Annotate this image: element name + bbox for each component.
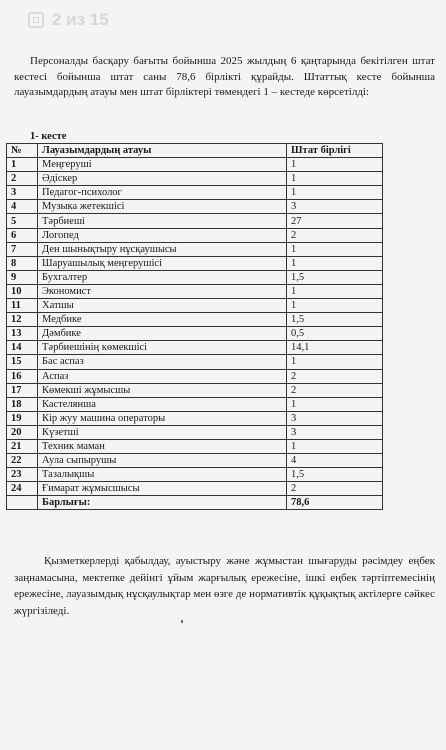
table-row bbox=[7, 383, 383, 397]
row-position: Аспаз bbox=[38, 369, 287, 383]
row-number: 20 bbox=[7, 425, 38, 439]
row-position: Хатшы bbox=[38, 299, 287, 313]
table-caption: 1- кесте bbox=[30, 131, 67, 142]
row-number: 21 bbox=[7, 439, 38, 453]
row-position: Ғимарат жұмысшысы bbox=[38, 482, 287, 496]
row-units: 0,5 bbox=[287, 327, 383, 341]
row-number: 15 bbox=[7, 355, 38, 369]
table-row bbox=[7, 411, 383, 425]
row-number: 19 bbox=[7, 411, 38, 425]
page-indicator bbox=[28, 10, 109, 30]
row-number: 9 bbox=[7, 270, 38, 284]
outro-paragraph: Қызметкерлерді қабылдау, ауыстыру және жұмыстан шығаруды рәсімдеу еңбек заңнамасына, мектепке дейінгі ұйым жарғылық ережесіне, ішкі еңбек тәртіптемесінің ережесіне, лауазымдық нұсқаулықтар мен өзге де нормативтік құқықтық актілерге сәйкес жүргізіледі. bbox=[14, 555, 435, 617]
row-units: 1 bbox=[287, 355, 383, 369]
table-row bbox=[7, 313, 383, 327]
row-number: 7 bbox=[7, 242, 38, 256]
row-units: 3 bbox=[287, 200, 383, 214]
row-units: 2 bbox=[287, 369, 383, 383]
row-units: 1,5 bbox=[287, 270, 383, 284]
table-row bbox=[7, 468, 383, 482]
row-number: 14 bbox=[7, 341, 38, 355]
table-row bbox=[7, 482, 383, 496]
row-position: Аула сыпырушы bbox=[38, 454, 287, 468]
row-position: Шаруашылық меңгерушісі bbox=[38, 256, 287, 270]
header-position: Лауазымдардың атауы bbox=[38, 144, 287, 158]
total-number bbox=[7, 496, 38, 510]
row-units: 2 bbox=[287, 482, 383, 496]
row-number: 8 bbox=[7, 256, 38, 270]
row-position: Тазалықшы bbox=[38, 468, 287, 482]
table-row bbox=[7, 454, 383, 468]
table-row bbox=[7, 172, 383, 186]
row-position: Тәрбиешінің көмекшісі bbox=[38, 341, 287, 355]
row-number: 18 bbox=[7, 397, 38, 411]
row-position: Дәмбике bbox=[38, 327, 287, 341]
table-row bbox=[7, 439, 383, 453]
table-row bbox=[7, 341, 383, 355]
row-units: 27 bbox=[287, 214, 383, 228]
row-units: 3 bbox=[287, 411, 383, 425]
table-row bbox=[7, 369, 383, 383]
row-position: Көмекші жұмысшы bbox=[38, 383, 287, 397]
page-icon bbox=[28, 12, 44, 28]
intro-paragraph: Персоналды басқару бағыты бойынша 2025 жылдың 6 қаңтарында бекітілген штат кестесі бойынша штат саны 78,6 бірлікті құрайды. Штаттық кесте бойынша лауазымдардың атауы мен штат бірліктері төмендегі 1 – кестеде көрсетілді: bbox=[14, 55, 435, 98]
row-units: 1,5 bbox=[287, 313, 383, 327]
row-number: 5 bbox=[7, 214, 38, 228]
row-number: 3 bbox=[7, 186, 38, 200]
row-position: Техник маман bbox=[38, 439, 287, 453]
table-row bbox=[7, 284, 383, 298]
table-row bbox=[7, 242, 383, 256]
row-units: 1 bbox=[287, 299, 383, 313]
row-units: 1 bbox=[287, 172, 383, 186]
page-indicator-text: 2 из 15 bbox=[52, 10, 109, 29]
table-row bbox=[7, 355, 383, 369]
row-units: 1 bbox=[287, 284, 383, 298]
table-row bbox=[7, 186, 383, 200]
row-number: 16 bbox=[7, 369, 38, 383]
row-position: Күзетші bbox=[38, 425, 287, 439]
table-total-row bbox=[7, 496, 383, 510]
row-number: 17 bbox=[7, 383, 38, 397]
table-row bbox=[7, 158, 383, 172]
row-position: Меңгеруші bbox=[38, 158, 287, 172]
row-position: Кастелянша bbox=[38, 397, 287, 411]
row-position: Медбике bbox=[38, 313, 287, 327]
row-number: 10 bbox=[7, 284, 38, 298]
row-units: 2 bbox=[287, 383, 383, 397]
row-position: Экономист bbox=[38, 284, 287, 298]
row-units: 1 bbox=[287, 186, 383, 200]
row-number: 4 bbox=[7, 200, 38, 214]
total-label: Барлығы: bbox=[38, 496, 287, 510]
row-number: 22 bbox=[7, 454, 38, 468]
table-header-row bbox=[7, 144, 383, 158]
table-row bbox=[7, 397, 383, 411]
row-number: 12 bbox=[7, 313, 38, 327]
table-row bbox=[7, 256, 383, 270]
row-position: Бухгалтер bbox=[38, 270, 287, 284]
row-number: 1 bbox=[7, 158, 38, 172]
table-row bbox=[7, 200, 383, 214]
row-position: Бас аспаз bbox=[38, 355, 287, 369]
header-number: № bbox=[7, 144, 38, 158]
total-value: 78,6 bbox=[287, 496, 383, 510]
table-row bbox=[7, 228, 383, 242]
row-units: 1 bbox=[287, 158, 383, 172]
table-row bbox=[7, 299, 383, 313]
row-position: Ден шынықтыру нұсқаушысы bbox=[38, 242, 287, 256]
row-number: 6 bbox=[7, 228, 38, 242]
staff-table bbox=[6, 143, 383, 510]
row-units: 2 bbox=[287, 228, 383, 242]
row-units: 1,5 bbox=[287, 468, 383, 482]
row-units: 1 bbox=[287, 256, 383, 270]
row-units: 14,1 bbox=[287, 341, 383, 355]
row-position: Тәрбиеші bbox=[38, 214, 287, 228]
row-units: 3 bbox=[287, 425, 383, 439]
scan-speck bbox=[181, 620, 183, 623]
row-position: Педагог-психолог bbox=[38, 186, 287, 200]
row-number: 24 bbox=[7, 482, 38, 496]
row-units: 4 bbox=[287, 454, 383, 468]
row-position: Логопед bbox=[38, 228, 287, 242]
row-position: Әдіскер bbox=[38, 172, 287, 186]
table-row bbox=[7, 327, 383, 341]
row-units: 1 bbox=[287, 439, 383, 453]
row-number: 11 bbox=[7, 299, 38, 313]
row-number: 13 bbox=[7, 327, 38, 341]
row-position: Музыка жетекшісі bbox=[38, 200, 287, 214]
row-number: 23 bbox=[7, 468, 38, 482]
row-units: 1 bbox=[287, 242, 383, 256]
row-position: Кір жуу машина операторы bbox=[38, 411, 287, 425]
row-number: 2 bbox=[7, 172, 38, 186]
row-units: 1 bbox=[287, 397, 383, 411]
table-row bbox=[7, 214, 383, 228]
header-units: Штат бірлігі bbox=[287, 144, 383, 158]
table-row bbox=[7, 270, 383, 284]
table-row bbox=[7, 425, 383, 439]
